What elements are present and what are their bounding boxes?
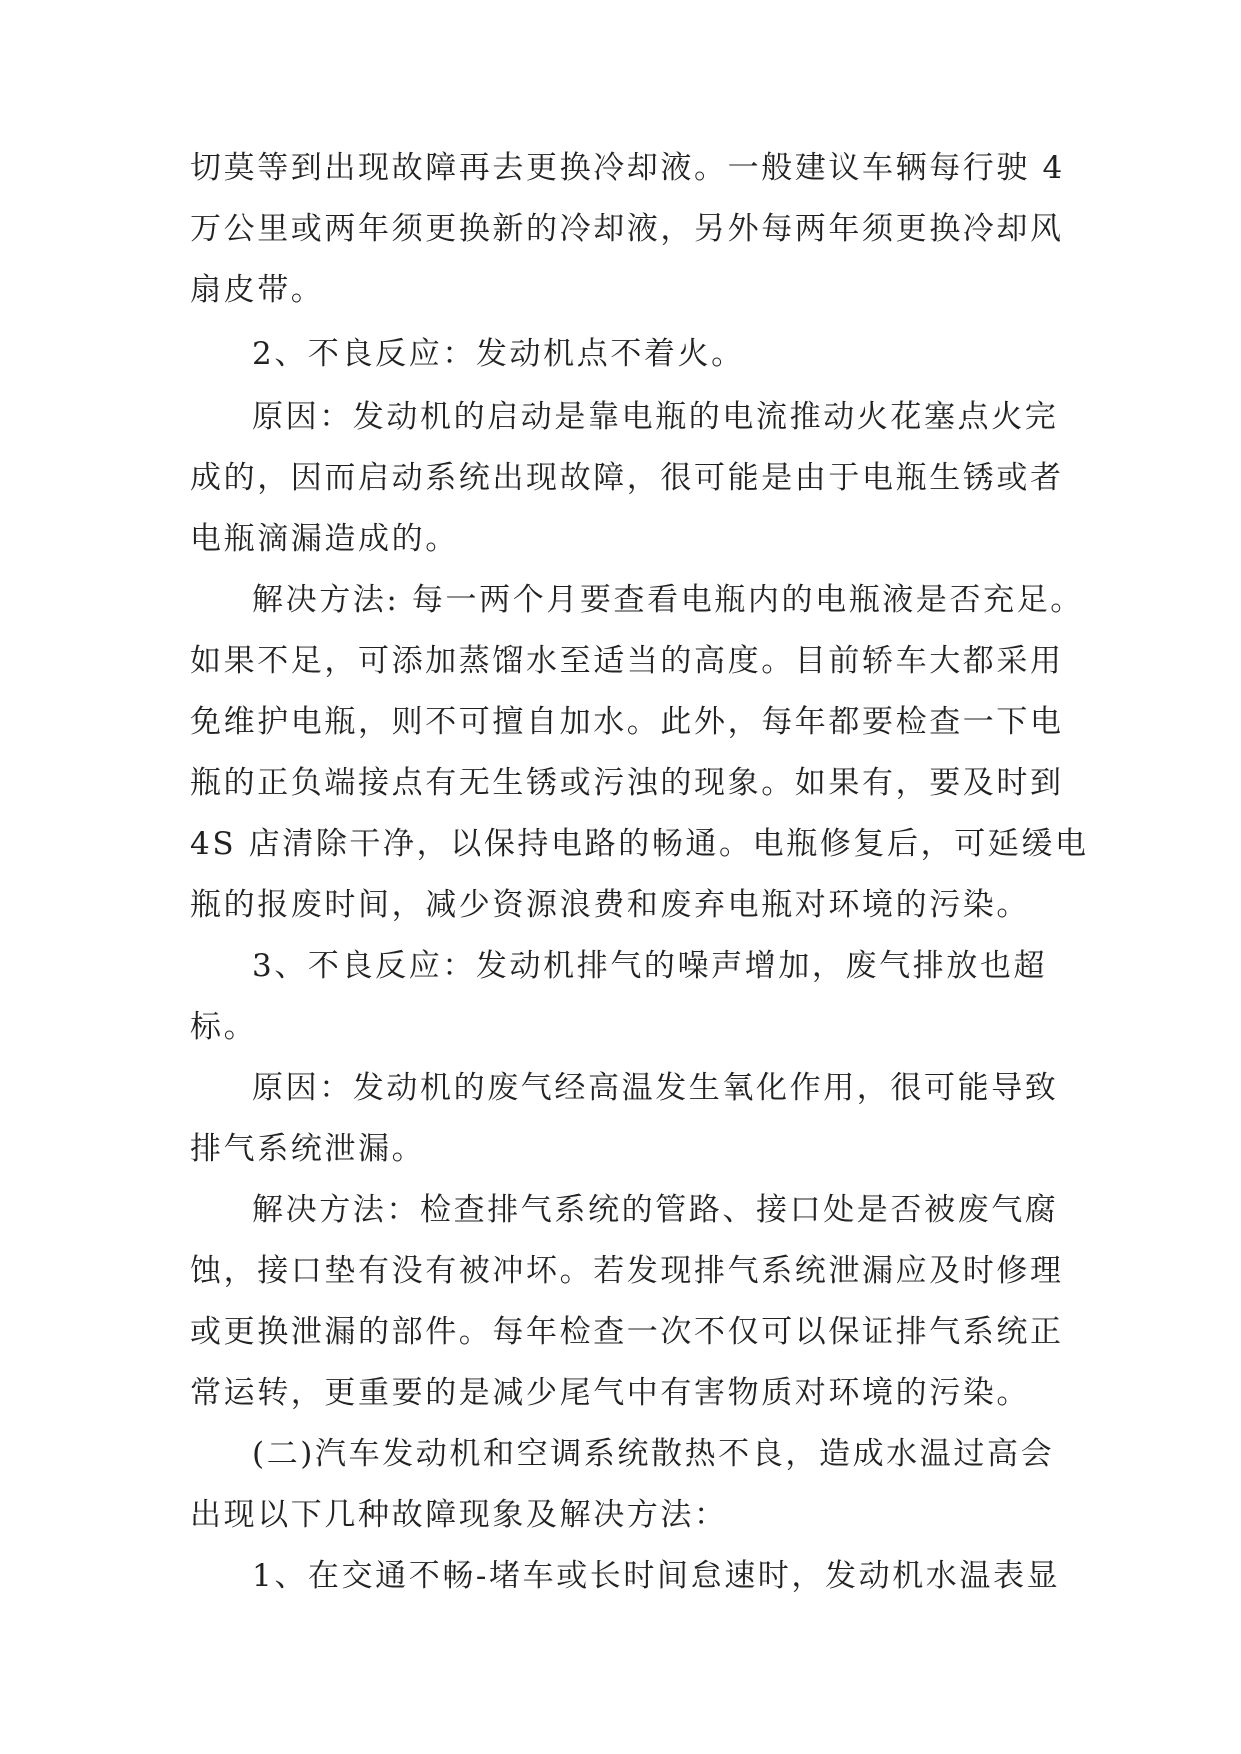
- text-line: 切莫等到出现故障再去更换冷却液。一般建议车辆每行驶 4: [190, 150, 1065, 186]
- text-line: 标。: [190, 1009, 258, 1045]
- text-line: 成的，因而启动系统出现故障，很可能是由于电瓶生锈或者: [190, 460, 1064, 496]
- text-line: 排气系统泄漏。: [190, 1131, 426, 1167]
- text-line: 原因：发动机的启动是靠电瓶的电流推动火花塞点火完: [252, 399, 1059, 435]
- text-line: 瓶的报废时间，减少资源浪费和废弃电瓶对环境的污染。: [190, 887, 1030, 923]
- text-line: 如果不足，可添加蒸馏水至适当的高度。目前轿车大都采用: [190, 643, 1064, 679]
- text-line: 或更换泄漏的部件。每年检查一次不仅可以保证排气系统正: [190, 1314, 1064, 1350]
- text-line: 原因：发动机的废气经高温发生氧化作用，很可能导致: [252, 1070, 1059, 1106]
- text-line: 出现以下几种故障现象及解决方法：: [190, 1497, 728, 1533]
- text-line: 电瓶滴漏造成的。: [190, 521, 459, 557]
- text-line: 1、在交通不畅-堵车或长时间怠速时，发动机水温表显: [252, 1558, 1061, 1594]
- text-line: 2、不良反应：发动机点不着火。: [252, 336, 745, 372]
- text-line: 常运转，更重要的是减少尾气中有害物质对环境的污染。: [190, 1375, 1030, 1411]
- text-line: 瓶的正负端接点有无生锈或污浊的现象。如果有，要及时到: [190, 765, 1064, 801]
- text-line: 4S 店清除干净，以保持电路的畅通。电瓶修复后，可延缓电: [190, 826, 1089, 862]
- text-line: 万公里或两年须更换新的冷却液，另外每两年须更换冷却风: [190, 211, 1064, 247]
- text-line: 免维护电瓶，则不可擅自加水。此外，每年都要检查一下电: [190, 704, 1064, 740]
- text-line: 蚀，接口垫有没有被冲坏。若发现排气系统泄漏应及时修理: [190, 1253, 1064, 1289]
- text-line: 扇皮带。: [190, 272, 325, 308]
- text-line: 解决方法: 每一两个月要查看电瓶内的电瓶液是否充足。: [252, 582, 1084, 618]
- text-line: (二)汽车发动机和空调系统散热不良，造成水温过高会: [252, 1436, 1055, 1472]
- text-line: 3、不良反应：发动机排气的噪声增加，废气排放也超: [252, 948, 1048, 984]
- text-line: 解决方法：检查排气系统的管路、接口处是否被废气腐: [252, 1192, 1059, 1228]
